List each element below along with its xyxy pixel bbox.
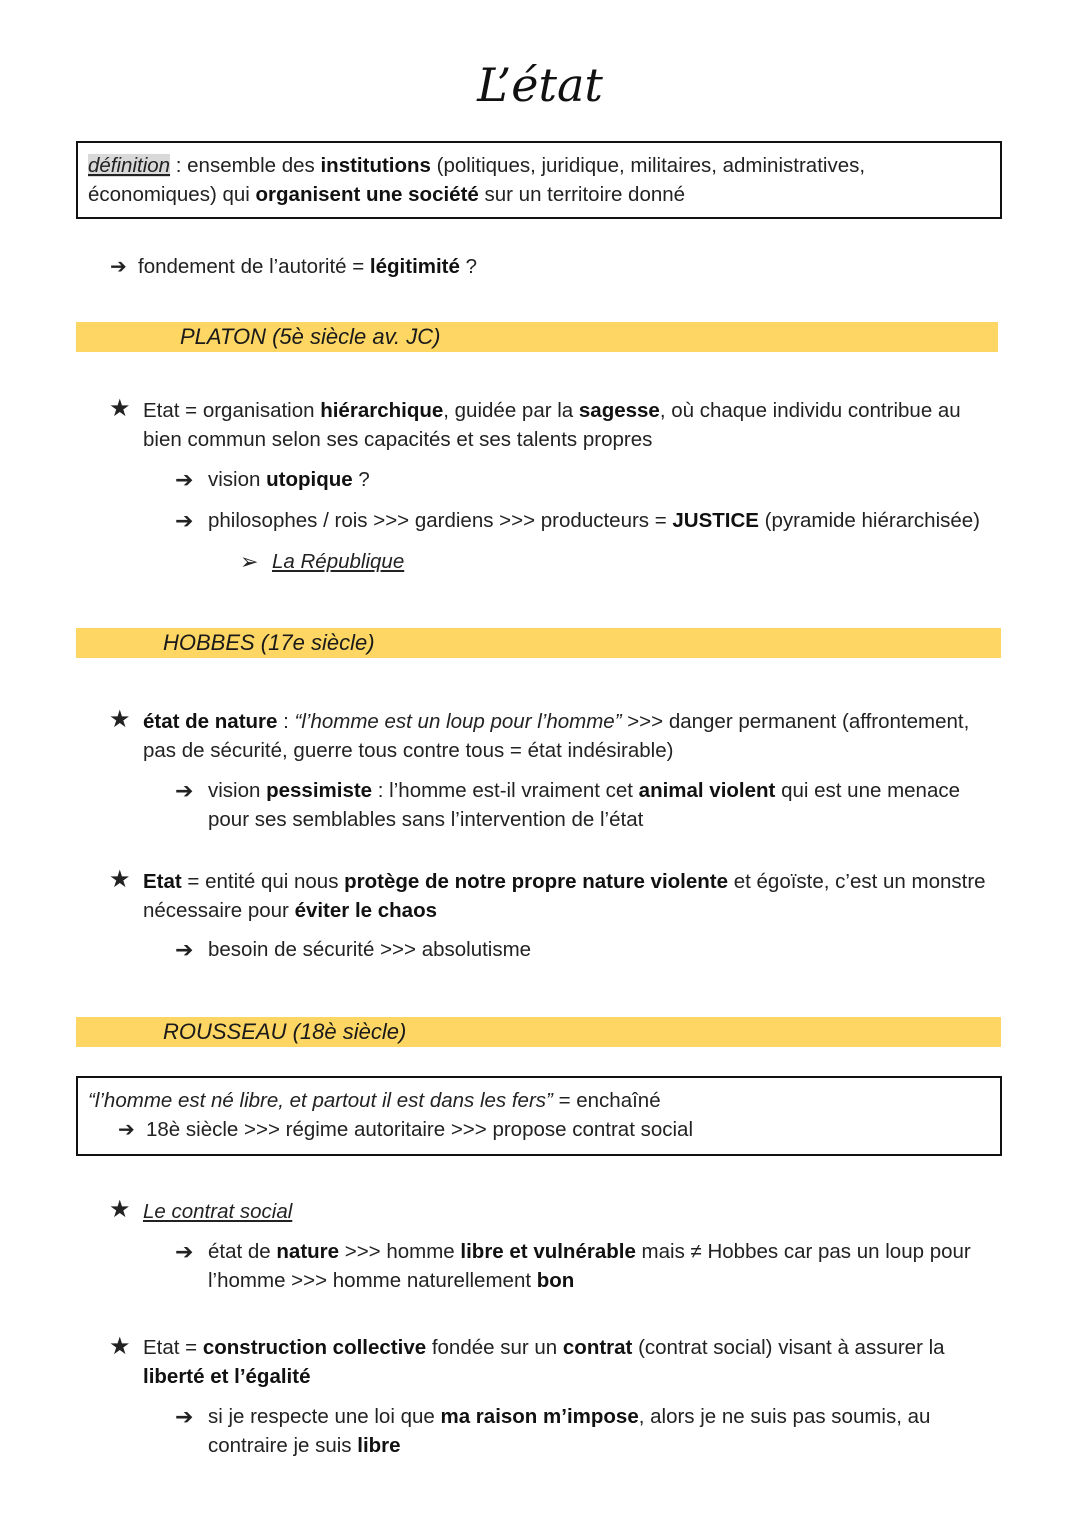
page-title: L’état [477, 58, 603, 112]
platon-arrow-2: philosophes / rois >>> gardiens >>> producteurs = JUSTICE (pyramide hiérarchisée) [208, 509, 981, 532]
platon-arrow-1: vision utopique ? [208, 468, 370, 491]
hobbes-statement-1: état de nature : “l’homme est un loup pour l’homme” >>> danger permanent (affrontement, pas de sécurité, guerre tous contre tous = état indésirable) [143, 710, 970, 762]
hobbes-arrow-1: vision pessimiste : l’homme est-il vraiment cet animal violent qui est une menace pour ses semblables sans l’intervention de l’état [208, 779, 961, 831]
star-icon: ★ [109, 395, 131, 422]
definition-line-2: économiques) qui organisent une société sur un territoire donné [88, 183, 686, 206]
section-header-platon [76, 322, 998, 352]
rousseau-quote-box: “l’homme est né libre, et partout il est dans les fers” = enchaîné ➔ 18è siècle >>> régime autoritaire >>> propose contrat social [76, 1076, 1002, 1156]
arrow-icon: ➔ [175, 937, 194, 962]
hobbes-arrow-2: besoin de sécurité >>> absolutisme [208, 938, 532, 961]
arrow-icon: ➔ [110, 256, 127, 278]
definition-box [76, 141, 1002, 219]
platon-book: La République [272, 550, 405, 573]
rousseau-statement-2: Etat = construction collective fondée sur un contrat (contrat social) visant à assurer la liberté et l’égalité [143, 1336, 945, 1388]
section-header-hobbes [76, 628, 1001, 658]
fondement-line: ➔ fondement de l’autorité = légitimité ? [110, 252, 477, 282]
arrow-icon: ➔ [175, 508, 194, 533]
platon-heading: PLATON (5è siècle av. JC) [180, 324, 441, 349]
hobbes-statement-2: Etat = entité qui nous protège de notre propre nature violente et égoïste, c’est un monstre nécessaire pour éviter le chaos [143, 870, 986, 922]
star-icon: ★ [109, 706, 131, 733]
section-header-rousseau [76, 1017, 1001, 1047]
definition-line-1: définition : ensemble des institutions (politiques, juridique, militaires, administratives, [88, 154, 866, 177]
rousseau-heading: ROUSSEAU (18è siècle) [163, 1019, 407, 1044]
definition-label: définition [88, 154, 171, 177]
arrow-icon: ➔ [118, 1119, 135, 1141]
platon-statement: Etat = organisation hiérarchique, guidée par la sagesse, où chaque individu contribue au bien commun selon ses capacités et ses talents propres [143, 399, 961, 451]
arrow-icon: ➔ [175, 467, 194, 492]
star-icon: ★ [109, 1333, 131, 1360]
arrow-icon: ➔ [175, 1404, 194, 1429]
rousseau-contrat-social: Le contrat social [143, 1200, 293, 1223]
hobbes-heading: HOBBES (17e siècle) [163, 630, 375, 655]
arrow-icon: ➔ [175, 1239, 194, 1264]
rousseau-arrow-1: état de nature >>> homme libre et vulnérable mais ≠ Hobbes car pas un loup pour l’homme >>> homme naturellement bon [208, 1240, 971, 1292]
star-icon: ★ [109, 866, 131, 893]
arrow-icon: ➔ [175, 778, 194, 803]
rousseau-arrow-2: si je respecte une loi que ma raison m’impose, alors je ne suis pas soumis, au contraire je suis libre [208, 1405, 931, 1457]
star-icon: ★ [109, 1196, 131, 1223]
sub-arrow-icon: ➢ [240, 549, 259, 574]
